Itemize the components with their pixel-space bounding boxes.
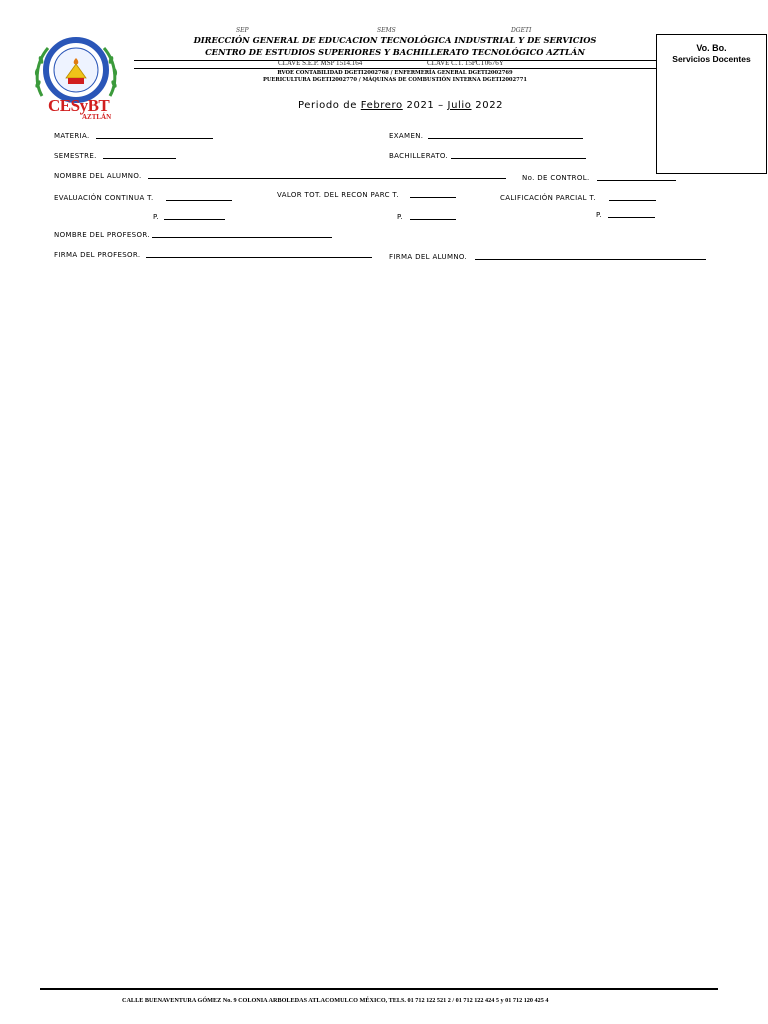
header-sep: SEP — [236, 27, 249, 34]
logo-subtext: AZTLÁN — [82, 113, 112, 121]
valor-tot-label: VALOR TOT. DEL RECON PARC T. — [277, 191, 399, 199]
periodo-line — [298, 100, 503, 111]
vobo-title: Vo. Bo. — [696, 43, 727, 53]
semestre-label: SEMESTRE. — [54, 152, 97, 160]
logo-text: CESyBT — [48, 96, 110, 115]
examen-field[interactable] — [428, 138, 583, 139]
bachillerato-field[interactable] — [451, 158, 586, 159]
no-control-label: No. DE CONTROL. — [522, 174, 590, 182]
vobo-box — [656, 34, 767, 174]
evaluacion-label: EVALUACIÓN CONTINUA T. — [54, 194, 154, 202]
evaluacion-p-label: P. — [153, 213, 160, 221]
evaluacion-t-field[interactable] — [166, 200, 232, 201]
footer-address: CALLE BUENAVENTURA GÓMEZ No. 9 COLONIA ARBOLEDAS ATLACOMULCO MÉXICO, TELS. 01 712 122 521 2 / 01 712 122 424 5 y 01 712 120 425 4 — [122, 997, 549, 1004]
periodo-prefix: Periodo de — [298, 100, 357, 111]
calificacion-t-field[interactable] — [609, 200, 656, 201]
firma-alumno-label: FIRMA DEL ALUMNO. — [389, 253, 468, 261]
nombre-alumno-label: NOMBRE DEL ALUMNO. — [54, 172, 142, 180]
school-logo — [30, 34, 122, 124]
clave-sep: CLAVE S.E.P. MSP 1514.164 — [278, 59, 363, 67]
valor-tot-p-field[interactable] — [410, 219, 456, 220]
periodo-separator: – — [438, 100, 444, 111]
materia-label: MATERIA. — [54, 132, 90, 140]
firma-profesor-field[interactable] — [146, 257, 372, 258]
clave-ct: CLAVE C.T. 15PCT0676Y — [427, 59, 504, 67]
periodo-anio-fin: 2022 — [475, 100, 504, 111]
periodo-mes-fin: Julio — [447, 100, 472, 111]
header-rule-2 — [134, 68, 656, 69]
no-control-field[interactable] — [597, 180, 676, 181]
nombre-profesor-label: NOMBRE DEL PROFESOR. — [54, 231, 150, 239]
semestre-field[interactable] — [103, 158, 176, 159]
header-sems: SEMS — [377, 27, 396, 34]
materia-field[interactable] — [96, 138, 213, 139]
firma-alumno-field[interactable] — [475, 259, 706, 260]
header-direccion: DIRECCIÓN GENERAL DE EDUCACION TECNOLÓGICA INDUSTRIAL Y DE SERVICIOS — [193, 35, 597, 45]
evaluacion-p-field[interactable] — [164, 219, 225, 220]
header-dgeti: DGETI — [511, 27, 532, 34]
rvoe-line-1: RVOE CONTABILIDAD DGETI2002768 / ENFERMERÍA GENERAL DGETI2002769 — [277, 70, 513, 76]
valor-tot-p-label: P. — [397, 213, 404, 221]
nombre-profesor-field[interactable] — [152, 237, 332, 238]
footer-rule — [40, 988, 718, 990]
calificacion-p-field[interactable] — [608, 217, 655, 218]
calificacion-label: CALIFICACIÓN PARCIAL T. — [500, 194, 596, 202]
periodo-mes-inicio: Febrero — [360, 100, 403, 111]
examen-label: EXAMEN. — [389, 132, 424, 140]
header-centro: CENTRO DE ESTUDIOS SUPERIORES Y BACHILLERATO TECNOLÓGICO AZTLÁN — [205, 47, 585, 57]
vobo-subtitle: Servicios Docentes — [672, 54, 751, 64]
periodo-anio-inicio: 2021 — [406, 100, 435, 111]
calificacion-p-label: P. — [596, 211, 603, 219]
header-rule — [134, 60, 656, 61]
nombre-alumno-field[interactable] — [148, 178, 506, 179]
valor-tot-t-field[interactable] — [410, 197, 456, 198]
rvoe-line-2: PUERICULTURA DGETI2002770 / MÁQUINAS DE COMBUSTIÓN INTERNA DGETI2002771 — [263, 77, 527, 83]
firma-profesor-label: FIRMA DEL PROFESOR. — [54, 251, 141, 259]
bachillerato-label: BACHILLERATO. — [389, 152, 449, 160]
